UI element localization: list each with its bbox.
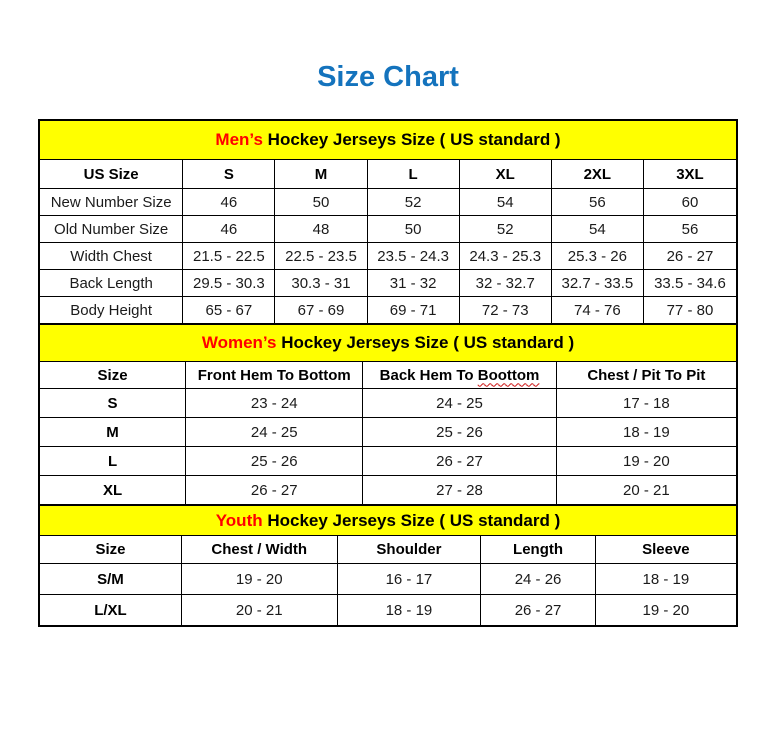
column-header: Back Hem To Boottom bbox=[363, 362, 556, 389]
size-cell: 18 - 19 bbox=[595, 564, 737, 595]
mens-size-table bbox=[38, 119, 738, 325]
table-row bbox=[39, 564, 737, 595]
table-row bbox=[39, 243, 737, 270]
size-cell: 56 bbox=[551, 189, 643, 216]
size-cell: 19 - 20 bbox=[595, 595, 737, 627]
column-header: S bbox=[183, 160, 275, 189]
misspelled-word: Boottom bbox=[477, 366, 540, 384]
column-header: Front Hem To Bottom bbox=[186, 362, 363, 389]
section-band-text: Hockey Jerseys Size ( US standard ) bbox=[262, 510, 561, 530]
size-cell: 29.5 - 30.3 bbox=[183, 270, 275, 297]
table-row bbox=[39, 476, 737, 506]
table-row bbox=[39, 297, 737, 325]
size-cell: 67 - 69 bbox=[275, 297, 367, 325]
table-row bbox=[39, 216, 737, 243]
row-label: M bbox=[39, 418, 186, 447]
size-cell: 23.5 - 24.3 bbox=[367, 243, 459, 270]
table-row bbox=[39, 189, 737, 216]
size-cell: 19 - 20 bbox=[181, 564, 337, 595]
size-cell: 24 - 25 bbox=[186, 418, 363, 447]
row-label: XL bbox=[39, 476, 186, 506]
youth-size-table bbox=[38, 504, 738, 627]
column-header: Chest / Width bbox=[181, 536, 337, 564]
row-label: L bbox=[39, 447, 186, 476]
column-header: Shoulder bbox=[337, 536, 481, 564]
size-cell: 52 bbox=[367, 189, 459, 216]
size-cell: 60 bbox=[643, 189, 737, 216]
size-cell: 26 - 27 bbox=[481, 595, 595, 627]
row-label: L/XL bbox=[39, 595, 181, 627]
size-cell: 48 bbox=[275, 216, 367, 243]
size-cell: 24 - 25 bbox=[363, 389, 556, 418]
table-row bbox=[39, 389, 737, 418]
row-label: Width Chest bbox=[39, 243, 183, 270]
row-label: S bbox=[39, 389, 186, 418]
size-cell: 25 - 26 bbox=[363, 418, 556, 447]
row-label: New Number Size bbox=[39, 189, 183, 216]
column-header: M bbox=[275, 160, 367, 189]
section-band-accent: Youth bbox=[215, 510, 263, 530]
womens-section-band bbox=[39, 324, 737, 362]
size-chart-tables bbox=[38, 119, 738, 627]
size-cell: 17 - 18 bbox=[556, 389, 737, 418]
table-row bbox=[39, 595, 737, 627]
column-header: XL bbox=[459, 160, 551, 189]
size-cell: 26 - 27 bbox=[643, 243, 737, 270]
size-cell: 56 bbox=[643, 216, 737, 243]
size-cell: 33.5 - 34.6 bbox=[643, 270, 737, 297]
row-label: Back Length bbox=[39, 270, 183, 297]
section-band-accent: Men’s bbox=[215, 130, 263, 149]
row-label: Body Height bbox=[39, 297, 183, 325]
size-cell: 18 - 19 bbox=[556, 418, 737, 447]
size-cell: 31 - 32 bbox=[367, 270, 459, 297]
size-cell: 20 - 21 bbox=[181, 595, 337, 627]
table-row bbox=[39, 418, 737, 447]
size-cell: 24 - 26 bbox=[481, 564, 595, 595]
column-header: US Size bbox=[39, 160, 183, 189]
size-cell: 54 bbox=[459, 189, 551, 216]
womens-size-table bbox=[38, 323, 738, 506]
size-cell: 23 - 24 bbox=[186, 389, 363, 418]
size-cell: 26 - 27 bbox=[186, 476, 363, 506]
column-header: Size bbox=[39, 536, 181, 564]
section-band-text: Hockey Jerseys Size ( US standard ) bbox=[276, 333, 575, 352]
size-cell: 50 bbox=[367, 216, 459, 243]
size-cell: 16 - 17 bbox=[337, 564, 481, 595]
column-header: Length bbox=[481, 536, 595, 564]
youth-section-band bbox=[39, 505, 737, 536]
column-header: 3XL bbox=[643, 160, 737, 189]
size-cell: 46 bbox=[183, 189, 275, 216]
size-cell: 19 - 20 bbox=[556, 447, 737, 476]
size-cell: 69 - 71 bbox=[367, 297, 459, 325]
size-cell: 32.7 - 33.5 bbox=[551, 270, 643, 297]
column-header: L bbox=[367, 160, 459, 189]
column-header: 2XL bbox=[551, 160, 643, 189]
mens-section-band bbox=[39, 120, 737, 160]
size-cell: 54 bbox=[551, 216, 643, 243]
size-cell: 50 bbox=[275, 189, 367, 216]
size-cell: 22.5 - 23.5 bbox=[275, 243, 367, 270]
size-cell: 20 - 21 bbox=[556, 476, 737, 506]
size-cell: 74 - 76 bbox=[551, 297, 643, 325]
size-cell: 26 - 27 bbox=[363, 447, 556, 476]
row-label: S/M bbox=[39, 564, 181, 595]
column-header: Chest / Pit To Pit bbox=[556, 362, 737, 389]
table-row bbox=[39, 447, 737, 476]
size-cell: 30.3 - 31 bbox=[275, 270, 367, 297]
size-cell: 25.3 - 26 bbox=[551, 243, 643, 270]
size-cell: 27 - 28 bbox=[363, 476, 556, 506]
size-cell: 18 - 19 bbox=[337, 595, 481, 627]
size-cell: 77 - 80 bbox=[643, 297, 737, 325]
section-band-accent: Women’s bbox=[201, 333, 277, 352]
size-cell: 32 - 32.7 bbox=[459, 270, 551, 297]
size-cell: 24.3 - 25.3 bbox=[459, 243, 551, 270]
table-row bbox=[39, 270, 737, 297]
size-cell: 65 - 67 bbox=[183, 297, 275, 325]
column-header: Size bbox=[39, 362, 186, 389]
section-band-text: Hockey Jerseys Size ( US standard ) bbox=[262, 130, 561, 149]
size-cell: 72 - 73 bbox=[459, 297, 551, 325]
column-header: Sleeve bbox=[595, 536, 737, 564]
size-cell: 46 bbox=[183, 216, 275, 243]
size-cell: 52 bbox=[459, 216, 551, 243]
size-cell: 25 - 26 bbox=[186, 447, 363, 476]
page-title: Size Chart bbox=[317, 61, 459, 93]
size-cell: 21.5 - 22.5 bbox=[183, 243, 275, 270]
row-label: Old Number Size bbox=[39, 216, 183, 243]
